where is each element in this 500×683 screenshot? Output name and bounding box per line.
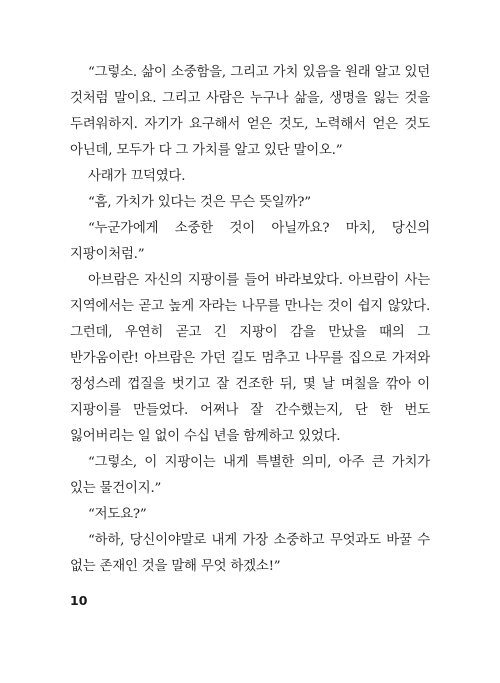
paragraph: “누군가에게 소중한 것이 아닐까요? 마치, 당신의 지팡이처럼.” bbox=[70, 221, 430, 262]
paragraph: “그렇소. 삶이 소중함을, 그리고 가치 있음을 원래 알고 있던 것처럼 말이요. 그리고 사람은 누구나 삶을, 생명을 잃는 것을 두려워하지. 자기가 요구해서 얻은 것도, 노력해서 얻은 것도 아닌데, 모두가 다 그 가치를 알고 있단 말이오.” bbox=[70, 65, 430, 158]
body-text bbox=[70, 60, 430, 580]
paragraph: “저도요?” bbox=[88, 507, 147, 522]
paragraph: “흠, 가치가 있다는 것은 무슨 뜻일까?” bbox=[88, 195, 311, 210]
paragraph: “하하, 당신이야말로 내게 가장 소중하고 무엇과도 바꿀 수 없는 존재인 것을 말해 무엇 하겠소!” bbox=[70, 533, 430, 574]
paragraph: 아브람은 자신의 지팡이를 들어 바라보았다. 아브람이 사는 지역에서는 곧고 높게 자라는 나무를 만나는 것이 쉽지 않았다. 그런데, 우연히 곧고 긴 지팡이 감을 만났을 때의 그 반가움이란! 아브람은 가던 길도 멈추고 나무를 집으로 가져와 정성스레 껍질을 벗기고 잘 건조한 뒤, 몇 날 며칠을 깎아 이 지팡이를 만들었다. 어쩌나 잘 간수했는지, 단 한 번도 잃어버리는 일 없이 수십 년을 함께하고 있었다. bbox=[70, 273, 430, 444]
page-number: 10 bbox=[70, 593, 88, 608]
paragraph: “그렇소, 이 지팡이는 내게 특별한 의미, 아주 큰 가치가 있는 물건이지.” bbox=[70, 455, 430, 496]
paragraph: 사래가 끄덕였다. bbox=[88, 169, 186, 184]
